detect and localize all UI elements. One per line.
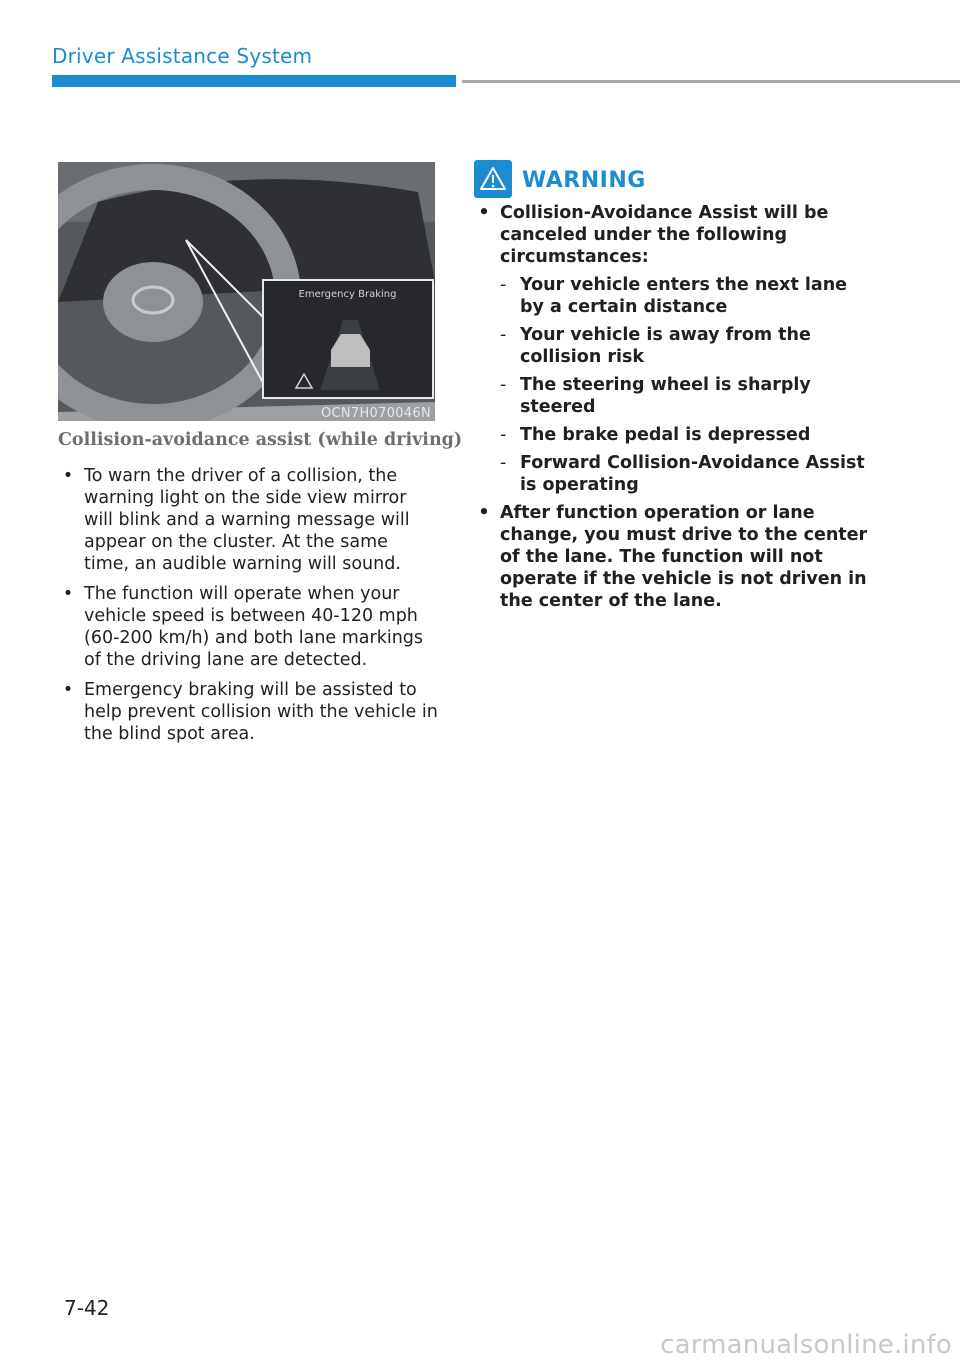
sub-list-item-text: Your vehicle is away from the collision risk — [520, 325, 811, 367]
warning-sublist — [500, 274, 874, 496]
bullet-icon: • — [478, 503, 490, 523]
cluster-illustration — [58, 162, 435, 421]
dash-icon: - — [500, 425, 507, 445]
bullet-icon: • — [62, 584, 74, 604]
list-item-text: After function operation or lane change, you must drive to the center of the lane. The function will not operate if the vehicle is not driven in the center of the lane. — [500, 503, 868, 611]
sub-list-item — [500, 274, 874, 318]
list-item-text: Emergency braking will be assisted to help prevent collision with the vehicle in the blind spot area. — [84, 680, 438, 744]
warning-list — [474, 202, 874, 618]
section-title: Driver Assistance System — [52, 44, 313, 68]
warning-title: WARNING — [522, 168, 646, 193]
left-bullet-list — [58, 465, 438, 753]
sub-list-item-text: Your vehicle enters the next lane by a certain distance — [520, 275, 848, 317]
page-number: 7-42 — [64, 1296, 110, 1320]
figure-caption: Collision-avoidance assist (while driving) — [58, 430, 463, 450]
sub-list-item-text: The steering wheel is sharply steered — [520, 375, 811, 417]
bullet-icon: • — [62, 680, 74, 700]
dash-icon: - — [500, 275, 507, 295]
watermark: carmanualsonline.info — [660, 1330, 952, 1360]
sub-list-item — [500, 452, 874, 496]
bullet-icon: • — [478, 203, 490, 223]
list-item-text: The function will operate when your vehicle speed is between 40-120 mph (60-200 km/h) and both lane markings of the driving lane are detected. — [84, 584, 424, 670]
sub-list-item — [500, 374, 874, 418]
sub-list-item — [500, 324, 874, 368]
list-item — [58, 465, 438, 575]
bullet-icon: • — [62, 466, 74, 486]
popup-title: Emergency Braking — [298, 289, 397, 300]
list-item — [474, 502, 874, 612]
image-code: OCN7H070046N — [320, 406, 431, 421]
header-rule — [462, 80, 960, 83]
list-item — [58, 583, 438, 671]
sub-list-item — [500, 424, 874, 446]
header-accent-bar — [52, 75, 456, 87]
sub-list-item-text: The brake pedal is depressed — [520, 425, 811, 445]
dash-icon: - — [500, 375, 507, 395]
warning-icon — [474, 160, 512, 198]
sub-list-item-text: Forward Collision-Avoidance Assist is operating — [520, 453, 865, 495]
dash-icon: - — [500, 325, 507, 345]
dash-icon: - — [500, 453, 507, 473]
list-item — [58, 679, 438, 745]
list-item — [474, 202, 874, 496]
list-item-text: Collision-Avoidance Assist will be canceled under the following circumstances: — [500, 203, 829, 267]
list-item-text: To warn the driver of a collision, the warning light on the side view mirror will blink and a warning message will appear on the cluster. At the same time, an audible warning will sound. — [84, 466, 410, 574]
